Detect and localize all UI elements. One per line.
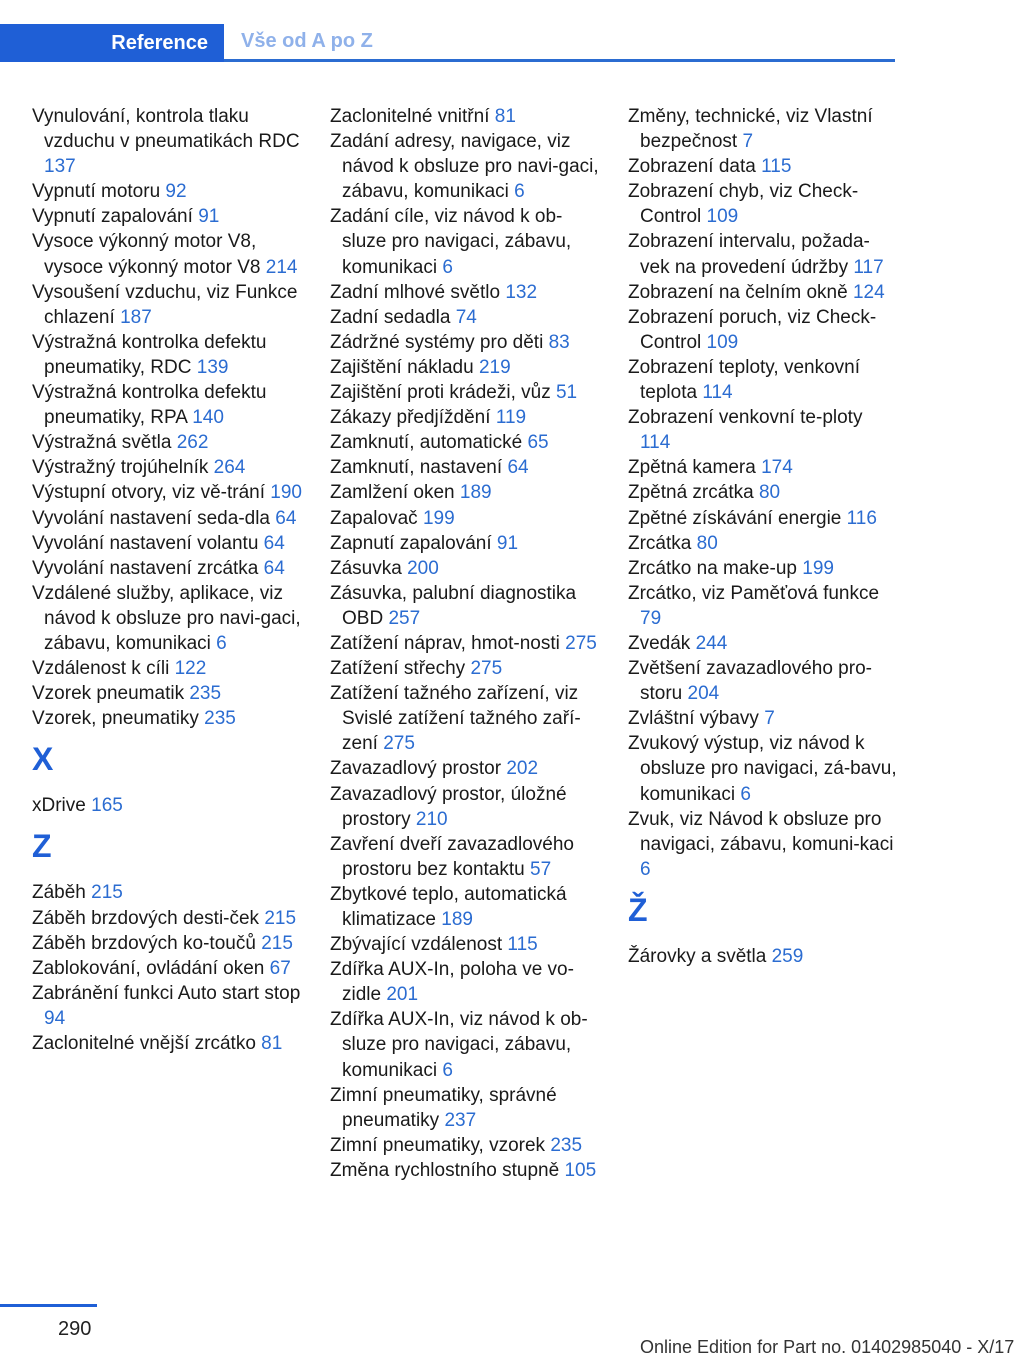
index-term: Zdířka AUX-In, viz návod k ob-sluze pro navigaci, zábavu, komunikaci	[330, 1009, 588, 1081]
page-link[interactable]: 6	[740, 783, 751, 805]
index-term: Změny, technické, viz Vlastní bezpečnost	[628, 106, 873, 153]
index-entry	[330, 681, 600, 756]
index-letter-heading: Z	[32, 828, 52, 865]
index-entry	[628, 280, 898, 305]
index-entry	[32, 906, 302, 931]
index-entry	[330, 355, 600, 380]
index-entry	[628, 656, 898, 706]
page-link[interactable]: 116	[846, 507, 877, 529]
index-term: Výstražná kontrolka defektu pneumatiky, RPA	[32, 382, 267, 429]
page-link[interactable]: 262	[176, 432, 209, 454]
page-link[interactable]: 64	[263, 532, 285, 554]
index-entry	[628, 581, 898, 631]
page-link[interactable]: 81	[261, 1033, 283, 1054]
index-entry	[330, 305, 600, 330]
index-term: Vyvolání nastavení seda-dla	[32, 507, 271, 529]
page-link[interactable]: 83	[548, 331, 570, 353]
index-entry	[628, 154, 898, 179]
page-link[interactable]: 259	[771, 945, 804, 967]
page-link[interactable]: 215	[261, 932, 293, 954]
page-link[interactable]: 264	[213, 457, 246, 479]
index-entry	[628, 104, 898, 154]
index-entry	[628, 229, 898, 279]
index-entry	[32, 104, 302, 179]
index-entry	[628, 556, 898, 581]
index-term: Zamknutí, automatické	[330, 432, 523, 454]
index-entry	[32, 280, 302, 330]
page-link[interactable]: 200	[407, 557, 439, 579]
page-link[interactable]: 115	[507, 934, 538, 956]
index-entry	[32, 506, 302, 531]
index-term: Zásuvka, palubní diagnostika OBD	[330, 582, 577, 629]
page-link[interactable]: 199	[802, 557, 834, 579]
page-link[interactable]: 74	[455, 306, 477, 328]
page-link[interactable]: 201	[386, 984, 419, 1006]
index-term: Výstražná kontrolka defektu pneumatiky, RDC	[32, 331, 267, 378]
page-link[interactable]: 215	[91, 882, 123, 904]
index-entry	[330, 957, 600, 1007]
index-term: Zobrazení teploty, venkovní teplota	[628, 356, 860, 404]
page-link[interactable]: 165	[91, 795, 123, 817]
index-entry	[628, 706, 898, 731]
index-entry	[628, 506, 898, 531]
index-entry	[330, 782, 600, 832]
page-link[interactable]: 189	[441, 909, 473, 930]
index-term: Zvětšení zavazadlového pro-storu	[628, 658, 872, 705]
index-entry	[330, 932, 600, 957]
index-term: Zpětná zrcátka	[628, 482, 754, 504]
index-term: Vyvolání nastavení volantu	[32, 532, 259, 554]
page-link[interactable]: 114	[640, 432, 671, 454]
index-term: Zpětná kamera	[628, 457, 756, 479]
index-entry	[32, 1031, 302, 1056]
index-entry	[628, 480, 898, 505]
page-link[interactable]: 51	[555, 382, 578, 404]
index-term: Vzorek pneumatik	[32, 683, 185, 705]
index-term: Vynulování, kontrola tlaku vzduchu v pneumatikách RDC	[32, 106, 300, 153]
index-term: Zásuvka	[330, 557, 402, 579]
page-link[interactable]: 65	[527, 432, 549, 454]
page-link[interactable]: 80	[758, 482, 781, 504]
index-column-2	[330, 104, 600, 1183]
page-link[interactable]: 109	[706, 206, 739, 228]
page-link[interactable]: 202	[506, 758, 539, 780]
page-link[interactable]: 140	[192, 407, 224, 429]
index-entry	[628, 305, 898, 355]
page-link[interactable]: 6	[640, 858, 651, 880]
index-entry	[32, 229, 302, 279]
index-entry	[32, 330, 302, 380]
index-entry	[628, 531, 898, 556]
index-entry	[330, 506, 600, 531]
index-column-3	[628, 104, 898, 969]
page-link[interactable]: 235	[204, 708, 236, 730]
page-link[interactable]: 117	[853, 256, 884, 278]
tab-a-to-z[interactable]: Vše od A po Z	[241, 30, 373, 52]
tab-reference[interactable]: Reference	[0, 24, 224, 62]
header-bar	[0, 24, 895, 62]
page-link[interactable]: 80	[696, 532, 718, 554]
index-entry	[330, 380, 600, 405]
page-link[interactable]: 122	[174, 658, 207, 680]
page-link[interactable]: 7	[742, 131, 754, 153]
index-entry	[330, 756, 600, 781]
index-term: Výstupní otvory, viz vě-trání	[32, 482, 266, 504]
index-term: Záběh brzdových ko-toučů	[32, 932, 256, 954]
index-term: Zadní sedadla	[330, 306, 451, 328]
index-entry	[330, 531, 600, 556]
page-link[interactable]: 91	[496, 532, 519, 554]
page-link[interactable]: 132	[505, 281, 538, 303]
index-term: Zvláštní výbavy	[628, 708, 759, 730]
page-link[interactable]: 6	[442, 256, 453, 278]
index-entry	[330, 480, 600, 505]
index-entry	[32, 179, 302, 204]
page-link[interactable]: 174	[761, 457, 793, 479]
page-link[interactable]: 210	[415, 808, 448, 830]
index-term: Zdířka AUX-In, poloha ve vo-zidle	[330, 959, 574, 1006]
index-term: Vzdálenost k cíli	[32, 658, 170, 680]
index-term: Zobrazení intervalu, požada-vek na provedení údržby	[628, 231, 870, 278]
index-entry	[32, 931, 302, 956]
index-entry	[32, 480, 302, 505]
index-entry	[32, 981, 302, 1031]
page-link[interactable]: 119	[495, 407, 527, 429]
index-column-1	[32, 104, 302, 1056]
page-link[interactable]: 94	[44, 1007, 66, 1029]
page-link[interactable]: 109	[706, 331, 739, 353]
index-term: Zajištění nákladu	[330, 356, 474, 378]
index-term: Zvuk, viz Návod k obsluze pro navigaci, zábavu, komuni-kaci	[628, 808, 894, 855]
page-link[interactable]: 91	[198, 206, 220, 228]
index-entry	[32, 430, 302, 455]
index-term: xDrive	[32, 795, 86, 817]
index-term: Vysoušení vzduchu, viz Funkce chlazení	[32, 281, 298, 328]
index-term: Zobrazení poruch, viz Check-Control	[628, 306, 877, 353]
index-term: Zavazadlový prostor, úložné prostory	[330, 783, 567, 830]
index-term: Zamlžení oken	[330, 482, 455, 504]
index-term: Vypnutí motoru	[32, 181, 161, 203]
index-entry	[330, 129, 600, 204]
index-term: Zrcátko, viz Paměťová funkce	[628, 582, 880, 604]
index-term: Záběh brzdových desti-ček	[32, 907, 260, 929]
index-term: Výstražný trojúhelník	[32, 457, 209, 479]
index-entry	[32, 380, 302, 430]
index-term: Zrcátka	[628, 532, 692, 554]
page-link[interactable]: 6	[514, 181, 525, 203]
page-link[interactable]: 64	[263, 557, 285, 579]
index-term: Žárovky a světla	[628, 945, 767, 967]
index-entry	[330, 656, 600, 681]
index-term: Zadní mlhové světlo	[330, 281, 501, 303]
index-entry	[330, 430, 600, 455]
index-entry	[330, 832, 600, 882]
page-link[interactable]: 275	[470, 658, 503, 680]
page-link[interactable]: 237	[444, 1109, 477, 1131]
index-term: Vypnutí zapalování	[32, 206, 193, 228]
index-entry	[628, 455, 898, 480]
index-entry	[32, 455, 302, 480]
page-link[interactable]: 139	[196, 356, 229, 378]
page-link[interactable]: 92	[165, 181, 187, 203]
index-term: Zrcátko na make-up	[628, 557, 797, 579]
index-entry	[32, 204, 302, 229]
page-link[interactable]: 275	[565, 632, 597, 654]
page-link[interactable]: 64	[507, 457, 529, 479]
index-term: Zaclonitelné vnější zrcátko	[32, 1033, 256, 1054]
index-term: Zamknutí, nastavení	[330, 457, 503, 479]
index-entry	[330, 455, 600, 480]
page-link[interactable]: 187	[120, 306, 152, 328]
index-entry	[330, 1133, 600, 1158]
index-term: Zobrazení chyb, viz Check-Control	[628, 181, 859, 228]
index-entry	[330, 204, 600, 279]
index-entry	[32, 656, 302, 681]
index-term: Zbývající vzdálenost	[330, 934, 503, 956]
index-term: Změna rychlostního stupně	[330, 1159, 560, 1181]
page-number: 290	[58, 1318, 92, 1340]
index-term: Zabránění funkci Auto start stop	[32, 982, 301, 1004]
index-entry	[330, 1007, 600, 1082]
index-term: Zákazy předjíždění	[330, 407, 491, 429]
index-entry	[628, 731, 898, 806]
page-link[interactable]: 81	[494, 106, 516, 127]
index-term: Zobrazení data	[628, 156, 756, 178]
index-entry	[628, 944, 898, 969]
page-link[interactable]: 257	[388, 607, 421, 629]
index-letter-heading: X	[32, 741, 54, 778]
page-link[interactable]: 204	[687, 683, 720, 705]
index-entry	[628, 179, 898, 229]
edition-note: Online Edition for Part no. 01402985040 - X/17	[640, 1337, 1014, 1357]
page-link[interactable]: 244	[695, 632, 728, 654]
index-entry	[330, 1158, 600, 1183]
index-term: Zobrazení na čelním okně	[628, 281, 848, 303]
page-link[interactable]: 214	[265, 256, 298, 278]
index-term: Zadání cíle, viz návod k ob-sluze pro navigaci, zábavu, komunikaci	[330, 206, 572, 278]
index-term: Zavazadlový prostor	[330, 758, 502, 780]
footer-rule	[0, 1304, 97, 1307]
page-link[interactable]: 7	[764, 708, 775, 730]
index-term: Zapalovač	[330, 507, 418, 529]
index-term: Vzorek, pneumatiky	[32, 708, 199, 730]
index-entry	[330, 882, 600, 932]
index-entry	[330, 280, 600, 305]
index-entry	[330, 581, 600, 631]
index-term: Zadání adresy, navigace, viz návod k obsluze pro navi-gaci, zábavu, komunikaci	[330, 131, 599, 203]
header-rule	[224, 59, 895, 62]
page-link[interactable]: 105	[564, 1159, 597, 1181]
index-entry	[32, 706, 302, 731]
index-entry	[32, 793, 302, 818]
index-entry	[628, 631, 898, 656]
index-entry	[330, 556, 600, 581]
index-term: Záběh	[32, 882, 86, 904]
index-term: Výstražná světla	[32, 432, 172, 454]
index-term: Zapnutí zapalování	[330, 532, 492, 554]
index-term: Zatížení tažného zařízení, viz Svislé zatížení tažného zaří-zení	[330, 683, 581, 755]
page-link[interactable]: 57	[530, 858, 552, 880]
page-link[interactable]: 115	[761, 156, 792, 178]
index-entry	[32, 556, 302, 581]
index-term: Zimní pneumatiky, vzorek	[330, 1134, 546, 1156]
page-link[interactable]: 235	[189, 683, 222, 705]
page-link[interactable]: 64	[275, 507, 297, 529]
index-term: Zvedák	[628, 632, 691, 654]
index-entry	[32, 880, 302, 905]
index-term: Zavření dveří zavazadlového prostoru bez kontaktu	[330, 833, 574, 880]
index-entry	[330, 631, 600, 656]
index-letter-heading: Ž	[628, 891, 648, 928]
page-link[interactable]: 199	[422, 507, 455, 529]
page-link[interactable]: 190	[270, 482, 302, 504]
index-entry	[628, 807, 898, 882]
index-entry	[32, 531, 302, 556]
index-term: Zaclonitelné vnitřní	[330, 106, 490, 127]
index-entry	[330, 330, 600, 355]
index-term: Vysoce výkonný motor V8, vysoce výkonný motor V8	[32, 231, 261, 278]
index-term: Vzdálené služby, aplikace, viz návod k obsluze pro navi-gaci, zábavu, komunikaci	[32, 582, 301, 654]
index-term: Vyvolání nastavení zrcátka	[32, 557, 259, 579]
index-entry	[628, 355, 898, 405]
index-term: Zbytkové teplo, automatická klimatizace	[330, 883, 567, 930]
index-term: Zpětné získávání energie	[628, 507, 842, 529]
index-entry	[32, 681, 302, 706]
page-link[interactable]: 79	[640, 607, 662, 629]
page-link[interactable]: 6	[442, 1059, 453, 1081]
page-link[interactable]: 137	[44, 156, 76, 178]
page-link[interactable]: 67	[269, 957, 291, 979]
index-term: Zajištění proti krádeži, vůz	[330, 382, 551, 404]
index-term: Zvukový výstup, viz návod k obsluze pro navigaci, zá-bavu, komunikaci	[628, 733, 897, 805]
page-link[interactable]: 215	[264, 907, 297, 929]
page-link[interactable]: 124	[852, 281, 885, 303]
index-entry	[628, 405, 898, 455]
page-link[interactable]: 219	[478, 356, 511, 378]
index-term: Zatížení náprav, hmot-nosti	[330, 632, 560, 654]
index-term: Zablokování, ovládání oken	[32, 957, 265, 979]
page-link[interactable]: 189	[459, 482, 492, 504]
index-entry	[32, 956, 302, 981]
page-link[interactable]: 235	[550, 1134, 583, 1156]
page-link[interactable]: 6	[216, 632, 227, 654]
index-term: Zatížení střechy	[330, 658, 466, 680]
index-entry	[330, 1083, 600, 1133]
index-term: Zimní pneumatiky, správné pneumatiky	[330, 1084, 557, 1131]
page-link[interactable]: 114	[702, 382, 733, 404]
index-entry	[32, 581, 302, 656]
index-term: Zádržné systémy pro děti	[330, 331, 544, 353]
index-entry	[330, 104, 600, 129]
index-entry	[330, 405, 600, 430]
index-term: Zobrazení venkovní te-ploty	[628, 407, 863, 429]
page-link[interactable]: 275	[383, 733, 415, 755]
